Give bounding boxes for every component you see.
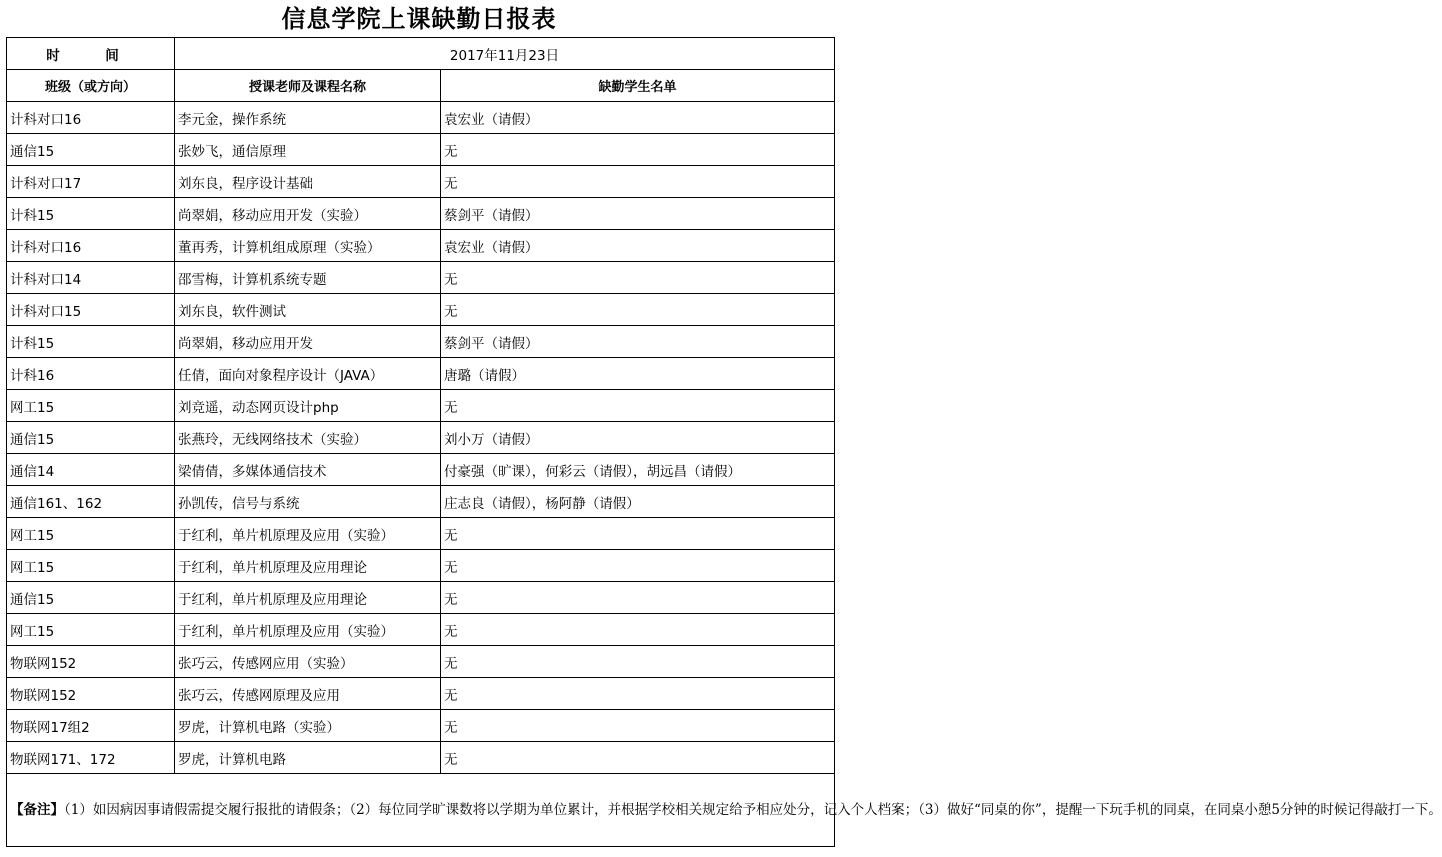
class-cell: 计科15 [7, 198, 175, 230]
absent-students-cell: 无 [441, 134, 835, 166]
class-cell: 物联网171、172 [7, 742, 175, 774]
report-title: 信息学院上课缺勤日报表 [281, 4, 557, 33]
table-row [7, 134, 835, 166]
table-row [7, 614, 835, 646]
table-row [7, 678, 835, 710]
teacher-course-cell: 罗虎，计算机电路 [175, 742, 441, 774]
teacher-course-cell: 孙凯传，信号与系统 [175, 486, 441, 518]
absent-students-cell: 蔡剑平（请假） [441, 326, 835, 358]
note-text: （1）如因病因事请假需提交履行报批的请假条；（2）每位同学旷课数将以学期为单位累计，并根据学校相关规定给予相应处分，记入个人档案；（3）做好“同桌的你”，提醒一下玩手机的同桌，在同桌小憩5分钟的时候记得敲打一下。 [64, 802, 1442, 818]
class-cell: 网工15 [7, 518, 175, 550]
absence-table [6, 37, 1442, 847]
class-cell: 物联网152 [7, 646, 175, 678]
table-row [7, 166, 835, 198]
absent-students-cell: 无 [441, 710, 835, 742]
class-cell: 计科对口17 [7, 166, 175, 198]
table-row [7, 742, 835, 774]
class-cell: 计科16 [7, 358, 175, 390]
note-cell [7, 774, 1442, 847]
teacher-course-cell: 于红利，单片机原理及应用理论 [175, 582, 441, 614]
absent-students-cell: 袁宏业（请假） [441, 230, 835, 262]
table-row [7, 326, 835, 358]
teacher-course-cell: 于红利，单片机原理及应用（实验） [175, 518, 441, 550]
class-cell: 计科对口16 [7, 230, 175, 262]
teacher-course-cell: 刘东良，程序设计基础 [175, 166, 441, 198]
absent-students-cell: 无 [441, 294, 835, 326]
note-row [7, 774, 835, 847]
absent-students-cell: 刘小万（请假） [441, 422, 835, 454]
class-cell: 网工15 [7, 614, 175, 646]
class-cell: 通信15 [7, 134, 175, 166]
table-row [7, 486, 835, 518]
class-cell: 计科对口16 [7, 102, 175, 134]
time-row [7, 38, 835, 70]
class-cell: 计科对口15 [7, 294, 175, 326]
table-row [7, 646, 835, 678]
teacher-course-cell: 于红利，单片机原理及应用理论 [175, 550, 441, 582]
column-header-teacher-course: 授课老师及课程名称 [175, 70, 441, 102]
absent-students-cell: 无 [441, 390, 835, 422]
absent-students-cell: 无 [441, 678, 835, 710]
absent-students-cell: 蔡剑平（请假） [441, 198, 835, 230]
teacher-course-cell: 任倩，面向对象程序设计（JAVA） [175, 358, 441, 390]
teacher-course-cell: 张巧云，传感网应用（实验） [175, 646, 441, 678]
teacher-course-cell: 尚翠娟，移动应用开发（实验） [175, 198, 441, 230]
teacher-course-cell: 张巧云，传感网原理及应用 [175, 678, 441, 710]
absent-students-cell: 无 [441, 262, 835, 294]
absent-students-cell: 无 [441, 646, 835, 678]
teacher-course-cell: 李元金，操作系统 [175, 102, 441, 134]
teacher-course-cell: 尚翠娟，移动应用开发 [175, 326, 441, 358]
table-row [7, 198, 835, 230]
absent-students-cell: 无 [441, 582, 835, 614]
teacher-course-cell: 刘竞遥，动态网页设计php [175, 390, 441, 422]
teacher-course-cell: 董再秀，计算机组成原理（实验） [175, 230, 441, 262]
class-cell: 通信161、162 [7, 486, 175, 518]
table-row [7, 230, 835, 262]
absent-students-cell: 付豪强（旷课），何彩云（请假），胡远昌（请假） [441, 454, 835, 486]
table-row [7, 102, 835, 134]
absent-students-cell: 无 [441, 550, 835, 582]
time-label: 时 间 [7, 38, 175, 70]
absent-students-cell: 唐璐（请假） [441, 358, 835, 390]
note-label: 【备注】 [10, 802, 64, 818]
table-row [7, 550, 835, 582]
table-row [7, 294, 835, 326]
class-cell: 计科15 [7, 326, 175, 358]
absent-students-cell: 无 [441, 518, 835, 550]
class-cell: 通信15 [7, 582, 175, 614]
teacher-course-cell: 梁倩倩，多媒体通信技术 [175, 454, 441, 486]
table-row [7, 358, 835, 390]
teacher-course-cell: 张燕玲，无线网络技术（实验） [175, 422, 441, 454]
class-cell: 物联网17组2 [7, 710, 175, 742]
table-row [7, 262, 835, 294]
teacher-course-cell: 罗虎，计算机电路（实验） [175, 710, 441, 742]
class-cell: 计科对口14 [7, 262, 175, 294]
column-header-absent: 缺勤学生名单 [441, 70, 835, 102]
class-cell: 物联网152 [7, 678, 175, 710]
absent-students-cell: 庄志良（请假），杨阿静（请假） [441, 486, 835, 518]
table-row [7, 454, 835, 486]
header-row [7, 70, 835, 102]
teacher-course-cell: 邵雪梅，计算机系统专题 [175, 262, 441, 294]
absent-students-cell: 无 [441, 166, 835, 198]
absent-students-cell: 无 [441, 614, 835, 646]
class-cell: 通信15 [7, 422, 175, 454]
teacher-course-cell: 于红利，单片机原理及应用（实验） [175, 614, 441, 646]
report-date: 2017年11月23日 [175, 38, 835, 70]
class-cell: 网工15 [7, 550, 175, 582]
class-cell: 通信14 [7, 454, 175, 486]
table-row [7, 390, 835, 422]
table-row [7, 518, 835, 550]
column-header-class: 班级（或方向） [7, 70, 175, 102]
absent-students-cell: 无 [441, 742, 835, 774]
teacher-course-cell: 刘东良，软件测试 [175, 294, 441, 326]
class-cell: 网工15 [7, 390, 175, 422]
absent-students-cell: 袁宏业（请假） [441, 102, 835, 134]
teacher-course-cell: 张妙飞，通信原理 [175, 134, 441, 166]
table-row [7, 710, 835, 742]
table-row [7, 582, 835, 614]
table-row [7, 422, 835, 454]
